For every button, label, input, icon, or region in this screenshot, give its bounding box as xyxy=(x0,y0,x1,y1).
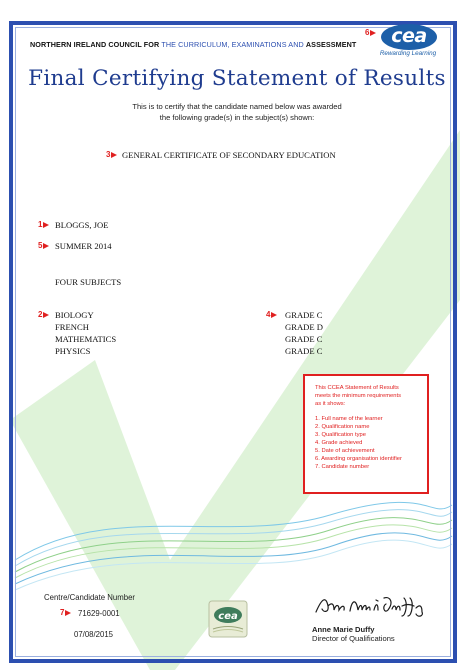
subject-name: FRENCH xyxy=(55,322,89,332)
callout-text: This CCEA Statement of Results xyxy=(315,385,399,391)
exam-series: SUMMER 2014 xyxy=(55,241,112,251)
subject-name: BIOLOGY xyxy=(55,310,94,320)
marker-arrow-icon xyxy=(43,312,49,318)
subject-grade: GRADE C xyxy=(285,346,323,356)
marker-5: 5 xyxy=(38,241,49,250)
subject-count: FOUR SUBJECTS xyxy=(55,277,122,287)
page-title: Final Certifying Statement of Results xyxy=(28,66,446,91)
marker-arrow-icon xyxy=(43,243,49,249)
handwritten-signature xyxy=(312,592,432,618)
marker-1: 1 xyxy=(38,220,49,229)
marker-6: 6 xyxy=(365,28,376,37)
signature-block xyxy=(312,592,432,643)
marker-7: 7 xyxy=(60,608,71,617)
requirement-item: 3. Qualification type xyxy=(315,432,366,438)
ccea-logo xyxy=(377,24,439,60)
marker-2: 2 xyxy=(38,310,49,319)
subject-grade: GRADE C xyxy=(285,310,323,320)
requirement-item: 1. Full name of the learner xyxy=(315,416,383,422)
marker-arrow-icon xyxy=(271,312,277,318)
issue-date: 07/08/2015 xyxy=(74,630,114,639)
qualification-name: GENERAL CERTIFICATE OF SECONDARY EDUCATION xyxy=(122,150,336,160)
signatory-role: Director of Qualifications xyxy=(312,634,395,643)
requirement-item: 5. Date of achievement xyxy=(315,448,375,454)
centre-candidate-label: Centre/Candidate Number xyxy=(44,593,136,602)
marker-4: 4 xyxy=(266,310,277,319)
marker-3: 3 xyxy=(106,150,117,159)
logo-tagline: Rewarding Learning xyxy=(379,50,437,57)
subject-grade: GRADE C xyxy=(285,334,323,344)
marker-arrow-icon xyxy=(65,610,71,616)
signatory-name: Anne Marie Duffy xyxy=(312,625,375,634)
subject-grade: GRADE D xyxy=(285,322,323,332)
requirement-item: 2. Qualification name xyxy=(315,424,370,430)
callout-text: as it shows: xyxy=(315,401,346,407)
callout-spacer xyxy=(315,408,421,415)
intro-line-2: the following grade(s) in the subject(s) shown: xyxy=(159,113,315,122)
marker-arrow-icon xyxy=(43,222,49,228)
ccea-seal xyxy=(208,600,248,638)
council-name: NORTHERN IRELAND COUNCIL FOR THE CURRICULUM, EXAMINATIONS AND ASSESSMENT xyxy=(30,40,357,49)
subject-name: MATHEMATICS xyxy=(55,334,117,344)
intro-line-1: This is to certify that the candidate named below was awarded xyxy=(132,102,342,111)
subject-name: PHYSICS xyxy=(55,346,91,356)
marker-arrow-icon xyxy=(370,30,376,36)
callout-text: meets the minimum requirements xyxy=(315,393,402,399)
seal-graphic xyxy=(208,600,248,638)
requirement-item: 7. Candidate number xyxy=(315,464,370,470)
svg-text:cea: cea xyxy=(218,611,238,622)
candidate-number: 71629-0001 xyxy=(78,609,120,618)
logo-wordmark: cea xyxy=(391,25,427,47)
requirements-callout xyxy=(303,374,429,494)
marker-arrow-icon xyxy=(111,152,117,158)
requirement-item: 4. Grade achieved xyxy=(315,440,363,446)
candidate-name: BLOGGS, JOE xyxy=(55,220,109,230)
requirement-item: 6. Awarding organisation identifier xyxy=(315,456,402,462)
